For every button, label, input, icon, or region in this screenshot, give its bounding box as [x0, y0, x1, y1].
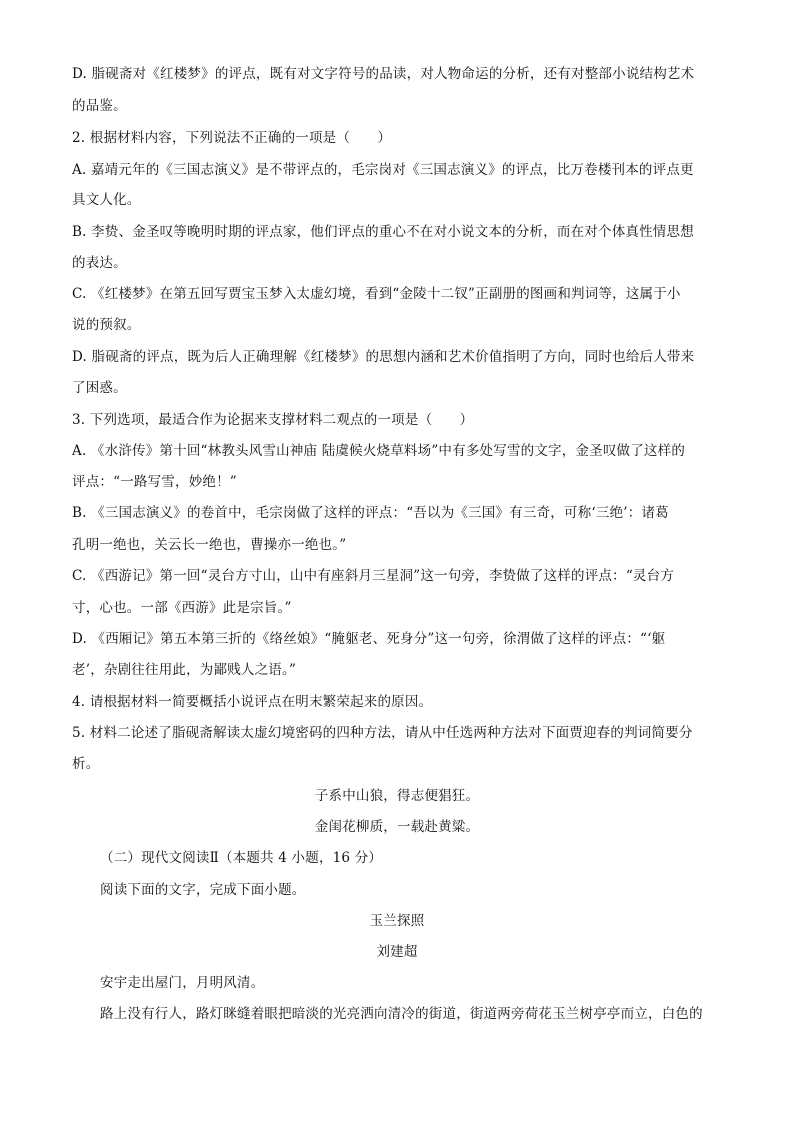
text-line: D. 脂砚斋对《红楼梦》的评点，既有对文字符号的品读，对人物命运的分析，还有对整部小说结构艺术	[72, 66, 695, 82]
text-line: 的表达。	[72, 255, 127, 271]
story-author: 刘建超	[376, 944, 418, 960]
question-2: 2. 根据材料内容，下列说法不正确的一项是（ ）	[72, 130, 392, 146]
option-d: D. 《西厢记》第五本第三折的《络丝娘》“腌躯老、死身分”这一句旁，徐渭做了这样的评点：“‘躯	[72, 631, 666, 647]
option-c: C. 《西游记》第一回“灵台方寸山，山中有座斜月三星洞”这一句旁，李贽做了这样的评点：“灵台方	[72, 568, 675, 584]
option-a: A. 《水浒传》第十回“林教头风雪山神庙 陆虞候火烧草料场”中有多处写雪的文字，金圣叹做了这样的	[72, 443, 686, 459]
poem-line: 金闺花柳质，一载赴黄粱。	[314, 819, 480, 835]
poem-line: 子系中山狼，得志便猖狂。	[314, 788, 480, 804]
option-b: B. 李贽、金圣叹等晚明时期的评点家，他们评点的重心不在对小说文本的分析，而在对个体真性情思想	[72, 224, 694, 240]
option-b: B. 《三国志演义》的卷首中，毛宗岗做了这样的评点：“吾以为《三国》有三奇，可称‘三绝’：诸葛	[72, 505, 669, 521]
question-3: 3. 下列选项，最适合作为论据来支撑材料二观点的一项是（ ）	[72, 412, 474, 428]
text-line: 说的预叙。	[72, 317, 141, 333]
option-c: C. 《红楼梦》在第五回写贾宝玉梦入太虚幻境，看到“金陵十二钗”正副册的图画和判词等，这属于小	[72, 286, 681, 302]
story-paragraph: 路上没有行人，路灯眯缝着眼把暗淡的光亮洒向清冷的街道，街道两旁荷花玉兰树亭亭而立，白色的	[100, 1006, 703, 1022]
story-title: 玉兰探照	[369, 913, 425, 929]
text-line: 了困惑。	[72, 380, 127, 396]
story-paragraph: 安宇走出屋门，月明风清。	[100, 975, 265, 991]
option-a: A. 嘉靖元年的《三国志演义》是不带评点的，毛宗岗对《三国志演义》的评点，比万卷楼刊本的评点更	[72, 162, 694, 178]
text-line: 老’，杂剧往往用此，为鄙贱人之语。”	[72, 662, 297, 678]
text-line: 寸，心也。一部《西游》此是宗旨。”	[72, 600, 292, 616]
question-5: 5. 材料二论述了脂砚斋解读太虚幻境密码的四种方法，请从中任选两种方法对下面贾迎春的判词简要分	[72, 725, 693, 741]
instruction: 阅读下面的文字，完成下面小题。	[100, 882, 306, 898]
question-4: 4. 请根据材料一简要概括小说评点在明末繁荣起来的原因。	[72, 694, 433, 710]
option-d: D. 脂砚斋的评点，既为后人正确理解《红楼梦》的思想内涵和艺术价值指明了方向，同时也给后人带来	[72, 349, 695, 365]
text-line: 具文人化。	[72, 192, 141, 208]
section-heading: （二）现代文阅读Ⅱ（本题共 4 小题，16 分）	[100, 850, 383, 866]
text-line: 析。	[72, 756, 100, 772]
text-line: 孔明一绝也，关云长一绝也，曹操亦一绝也。”	[72, 537, 347, 553]
text-line: 的品鉴。	[72, 98, 127, 114]
text-line: 评点：“一路写雪，妙绝！”	[72, 474, 237, 490]
